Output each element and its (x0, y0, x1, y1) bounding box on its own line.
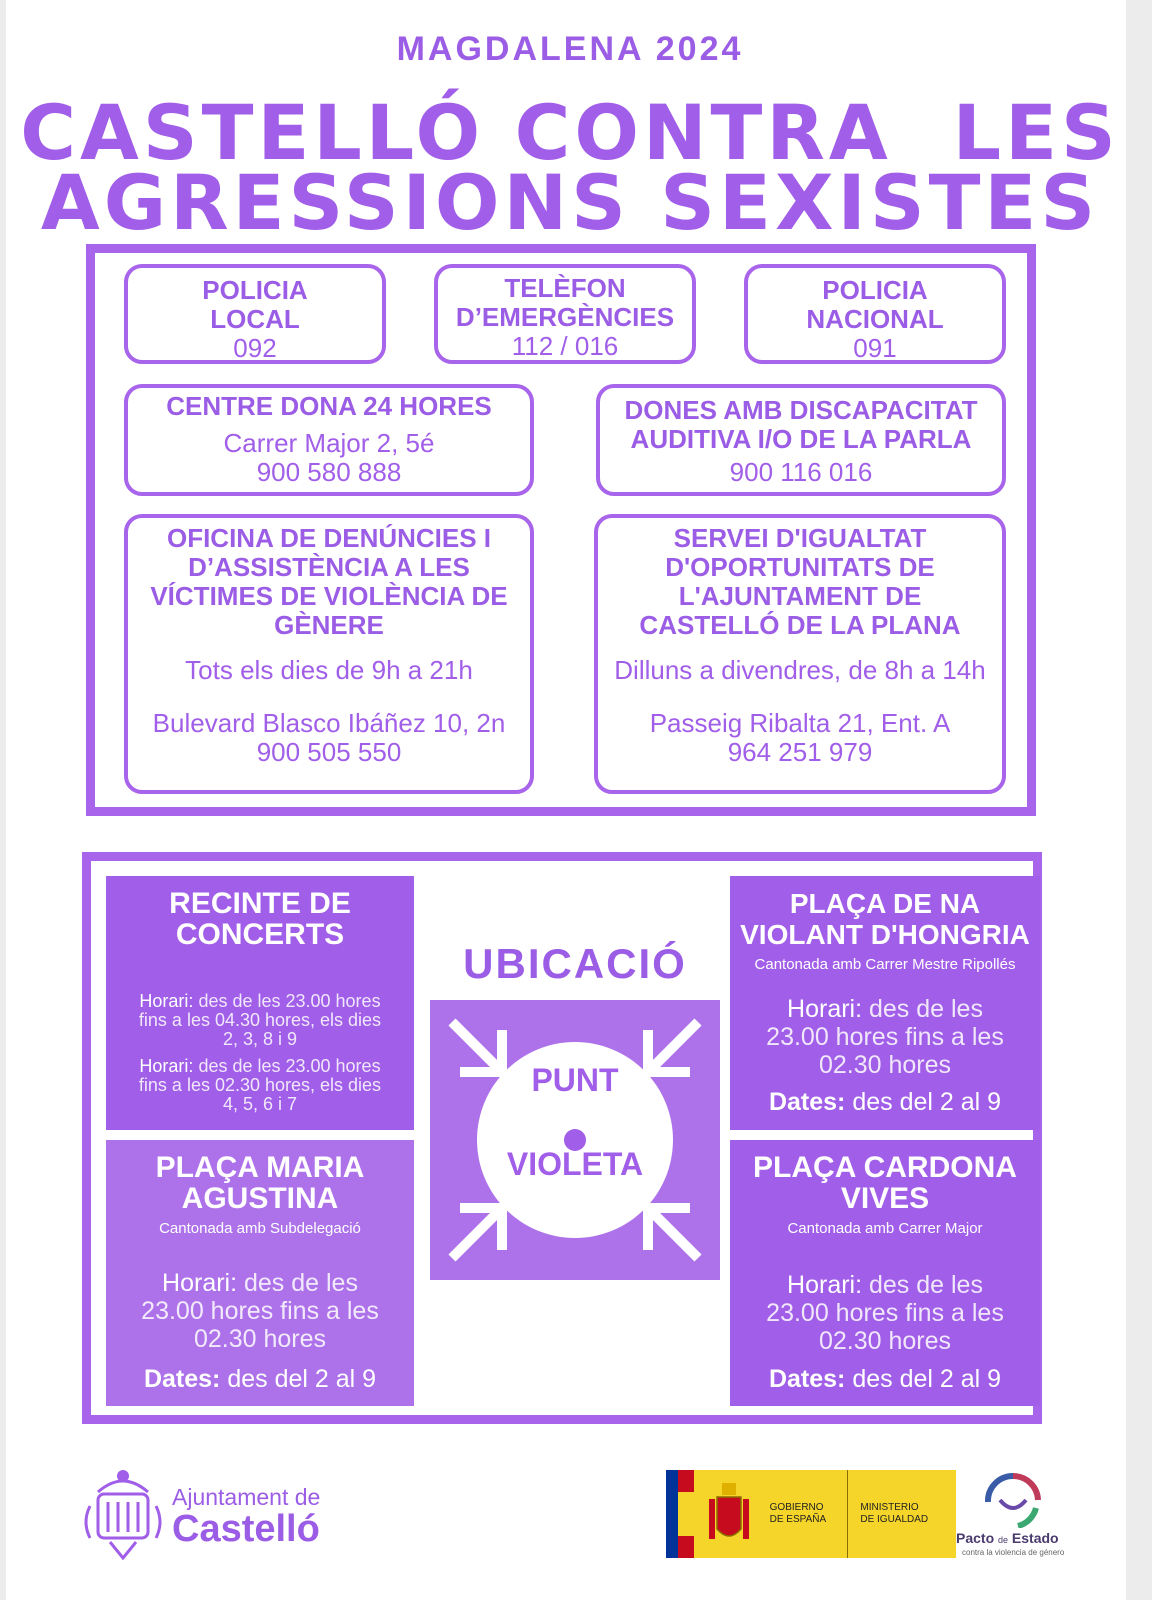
card-title: TELÈFON (504, 273, 626, 303)
dates-text: des del 2 al 9 (852, 1088, 1002, 1116)
card-phone: 900 580 888 (256, 457, 402, 487)
card-address: Bulevard Blasco Ibáñez 10, 2n (152, 708, 506, 738)
location-dates (730, 1088, 1040, 1117)
gobierno-line: GOBIERNO (769, 1502, 824, 1513)
pacto-smile-icon (978, 1470, 1048, 1528)
hours-text: des de les (244, 1269, 358, 1297)
card-title: DONES AMB DISCAPACITAT (624, 395, 978, 425)
card-title: GÈNERE (274, 610, 384, 640)
dates-label: Dates: (768, 1365, 846, 1393)
card-title: L'AJUNTAMENT DE (678, 581, 922, 611)
gobierno-logo (666, 1470, 956, 1558)
violeta-label: VIOLETA (506, 1146, 644, 1182)
location-hours-1 (106, 992, 414, 1011)
card-phone: 964 251 979 (727, 737, 873, 767)
estado-word: Estado (1011, 1530, 1059, 1546)
hours-label: Horari: (162, 1269, 238, 1297)
pacto-de: de (998, 1535, 1009, 1545)
card-servei-igualtat (594, 514, 1006, 794)
location-hours-2 (106, 1057, 414, 1076)
card-hours: Tots els dies de 9h a 21h (185, 655, 473, 685)
card-title: CENTRE DONA 24 HORES (166, 391, 492, 421)
location-placa-cardona-vives (730, 1140, 1040, 1406)
card-phone: 092 (233, 333, 277, 363)
card-policia-local (124, 264, 386, 364)
location-hours-c: 02.30 hores (193, 1325, 327, 1353)
gobierno-text (764, 1470, 849, 1558)
hours-text: des de les 23.00 hores (198, 991, 381, 1011)
title-line-1: CASTELLÓ CONTRA LES (20, 88, 1120, 177)
location-title: AGUSTINA (181, 1182, 339, 1215)
hours-label: Horari: (787, 1271, 863, 1299)
hours-text: des de les 23.00 hores (198, 1056, 381, 1076)
location-hours-2b: fins a les 02.30 hores, els dies (138, 1075, 382, 1095)
dates-text: des del 2 al 9 (852, 1365, 1002, 1393)
card-title: CASTELLÓ DE LA PLANA (639, 610, 961, 640)
location-hours-c: 02.30 hores (818, 1051, 952, 1079)
card-phone: 900 505 550 (256, 737, 402, 767)
card-title: LOCAL (210, 304, 300, 334)
pacto-subtitle: contra la violencia de género (962, 1548, 1065, 1557)
location-hours-b: 23.00 hores fins a les (766, 1023, 1004, 1051)
card-title: D’EMERGÈNCIES (455, 302, 675, 332)
card-phone: 112 / 016 (511, 331, 619, 361)
location-hours (106, 1269, 414, 1297)
card-title: D'OPORTUNITATS DE (665, 552, 935, 582)
card-title: AUDITIVA I/O DE LA PARLA (630, 424, 972, 454)
location-hours-1b: fins a les 04.30 hores, els dies (138, 1010, 382, 1030)
punt-violeta-graphic (430, 1000, 720, 1280)
eu-flag-icon (666, 1470, 694, 1558)
location-hours-b: 23.00 hores fins a les (766, 1299, 1004, 1327)
castello-label: Castelló (172, 1508, 320, 1550)
card-oficina-denuncies (124, 514, 534, 794)
gobierno-line: DE ESPAÑA (769, 1514, 827, 1525)
event-kicker: MAGDALENA 2024 (396, 30, 744, 68)
card-title: POLICIA (822, 275, 928, 305)
location-subtitle: Cantonada amb Subdelegació (159, 1220, 361, 1237)
punt-label: PUNT (531, 1062, 619, 1098)
location-dates (730, 1365, 1040, 1394)
card-phone: 091 (853, 333, 897, 363)
location-hours (730, 995, 1040, 1023)
hours-text: des de les (869, 1271, 983, 1299)
spain-coat-of-arms-icon (694, 1470, 764, 1558)
dates-text: des del 2 al 9 (227, 1365, 377, 1393)
location-title: CONCERTS (175, 918, 345, 951)
pacto-estado-label (956, 1530, 1059, 1546)
title-line-2: AGRESSIONS SEXISTES (40, 158, 1100, 247)
pacto-word: Pacto (956, 1530, 995, 1546)
hours-label: Horari: (139, 991, 194, 1011)
hours-label: Horari: (787, 995, 863, 1023)
card-title: NACIONAL (806, 304, 944, 334)
ministerio-text (848, 1470, 956, 1558)
card-title: POLICIA (202, 275, 308, 305)
hours-text: des de les (869, 995, 983, 1023)
card-dones-discapacitat (596, 384, 1006, 496)
card-title: SERVEI D'IGUALTAT (673, 523, 927, 553)
location-placa-maria-agustina (106, 1140, 414, 1406)
castello-crest-icon (80, 1462, 166, 1562)
ministerio-line: MINISTERIO (860, 1502, 919, 1513)
dates-label: Dates: (143, 1365, 221, 1393)
location-hours-c: 02.30 hores (818, 1327, 952, 1355)
card-centre-dona (124, 384, 534, 496)
card-telefon-emergencies (434, 264, 696, 364)
location-title: PLAÇA CARDONA (753, 1151, 1017, 1184)
location-hours-b: 23.00 hores fins a les (141, 1297, 379, 1325)
ubicacio-heading: UBICACIÓ (463, 940, 687, 987)
ajuntament-label: Ajuntament de (172, 1484, 321, 1510)
hours-label: Horari: (139, 1056, 194, 1076)
ministerio-line: DE IGUALDAD (860, 1514, 929, 1525)
location-recinte-concerts (106, 876, 414, 1130)
location-title: VIOLANT D'HONGRIA (740, 919, 1030, 950)
dates-label: Dates: (768, 1088, 846, 1116)
poster-title (0, 88, 1140, 247)
card-policia-nacional (744, 264, 1006, 364)
punt-violeta-icon (430, 1000, 720, 1280)
card-title: OFICINA DE DENÚNCIES I (166, 523, 492, 553)
location-title: PLAÇA DE NA (789, 888, 981, 919)
location-title: VIVES (840, 1182, 930, 1215)
card-hours: Dilluns a divendres, de 8h a 14h (614, 655, 986, 685)
card-address: Passeig Ribalta 21, Ent. A (649, 708, 951, 738)
card-title: D’ASSISTÈNCIA A LES (188, 552, 470, 582)
location-hours-1c: 2, 3, 8 i 9 (222, 1029, 298, 1049)
location-subtitle: Cantonada amb Carrer Mestre Ripollés (754, 956, 1016, 973)
card-address: Carrer Major 2, 5é (223, 428, 435, 458)
location-placa-violant (730, 876, 1040, 1130)
location-dates (106, 1365, 414, 1394)
location-hours-2c: 4, 5, 6 i 7 (222, 1094, 298, 1114)
card-title: VÍCTIMES DE VIOLÈNCIA DE (150, 581, 508, 611)
location-title: PLAÇA MARIA (155, 1151, 365, 1184)
location-subtitle: Cantonada amb Carrer Major (787, 1220, 983, 1237)
pacto-estado-logo (978, 1470, 1048, 1533)
location-hours (730, 1271, 1040, 1299)
card-phone: 900 116 016 (729, 457, 873, 487)
location-title: RECINTE DE (169, 887, 351, 920)
